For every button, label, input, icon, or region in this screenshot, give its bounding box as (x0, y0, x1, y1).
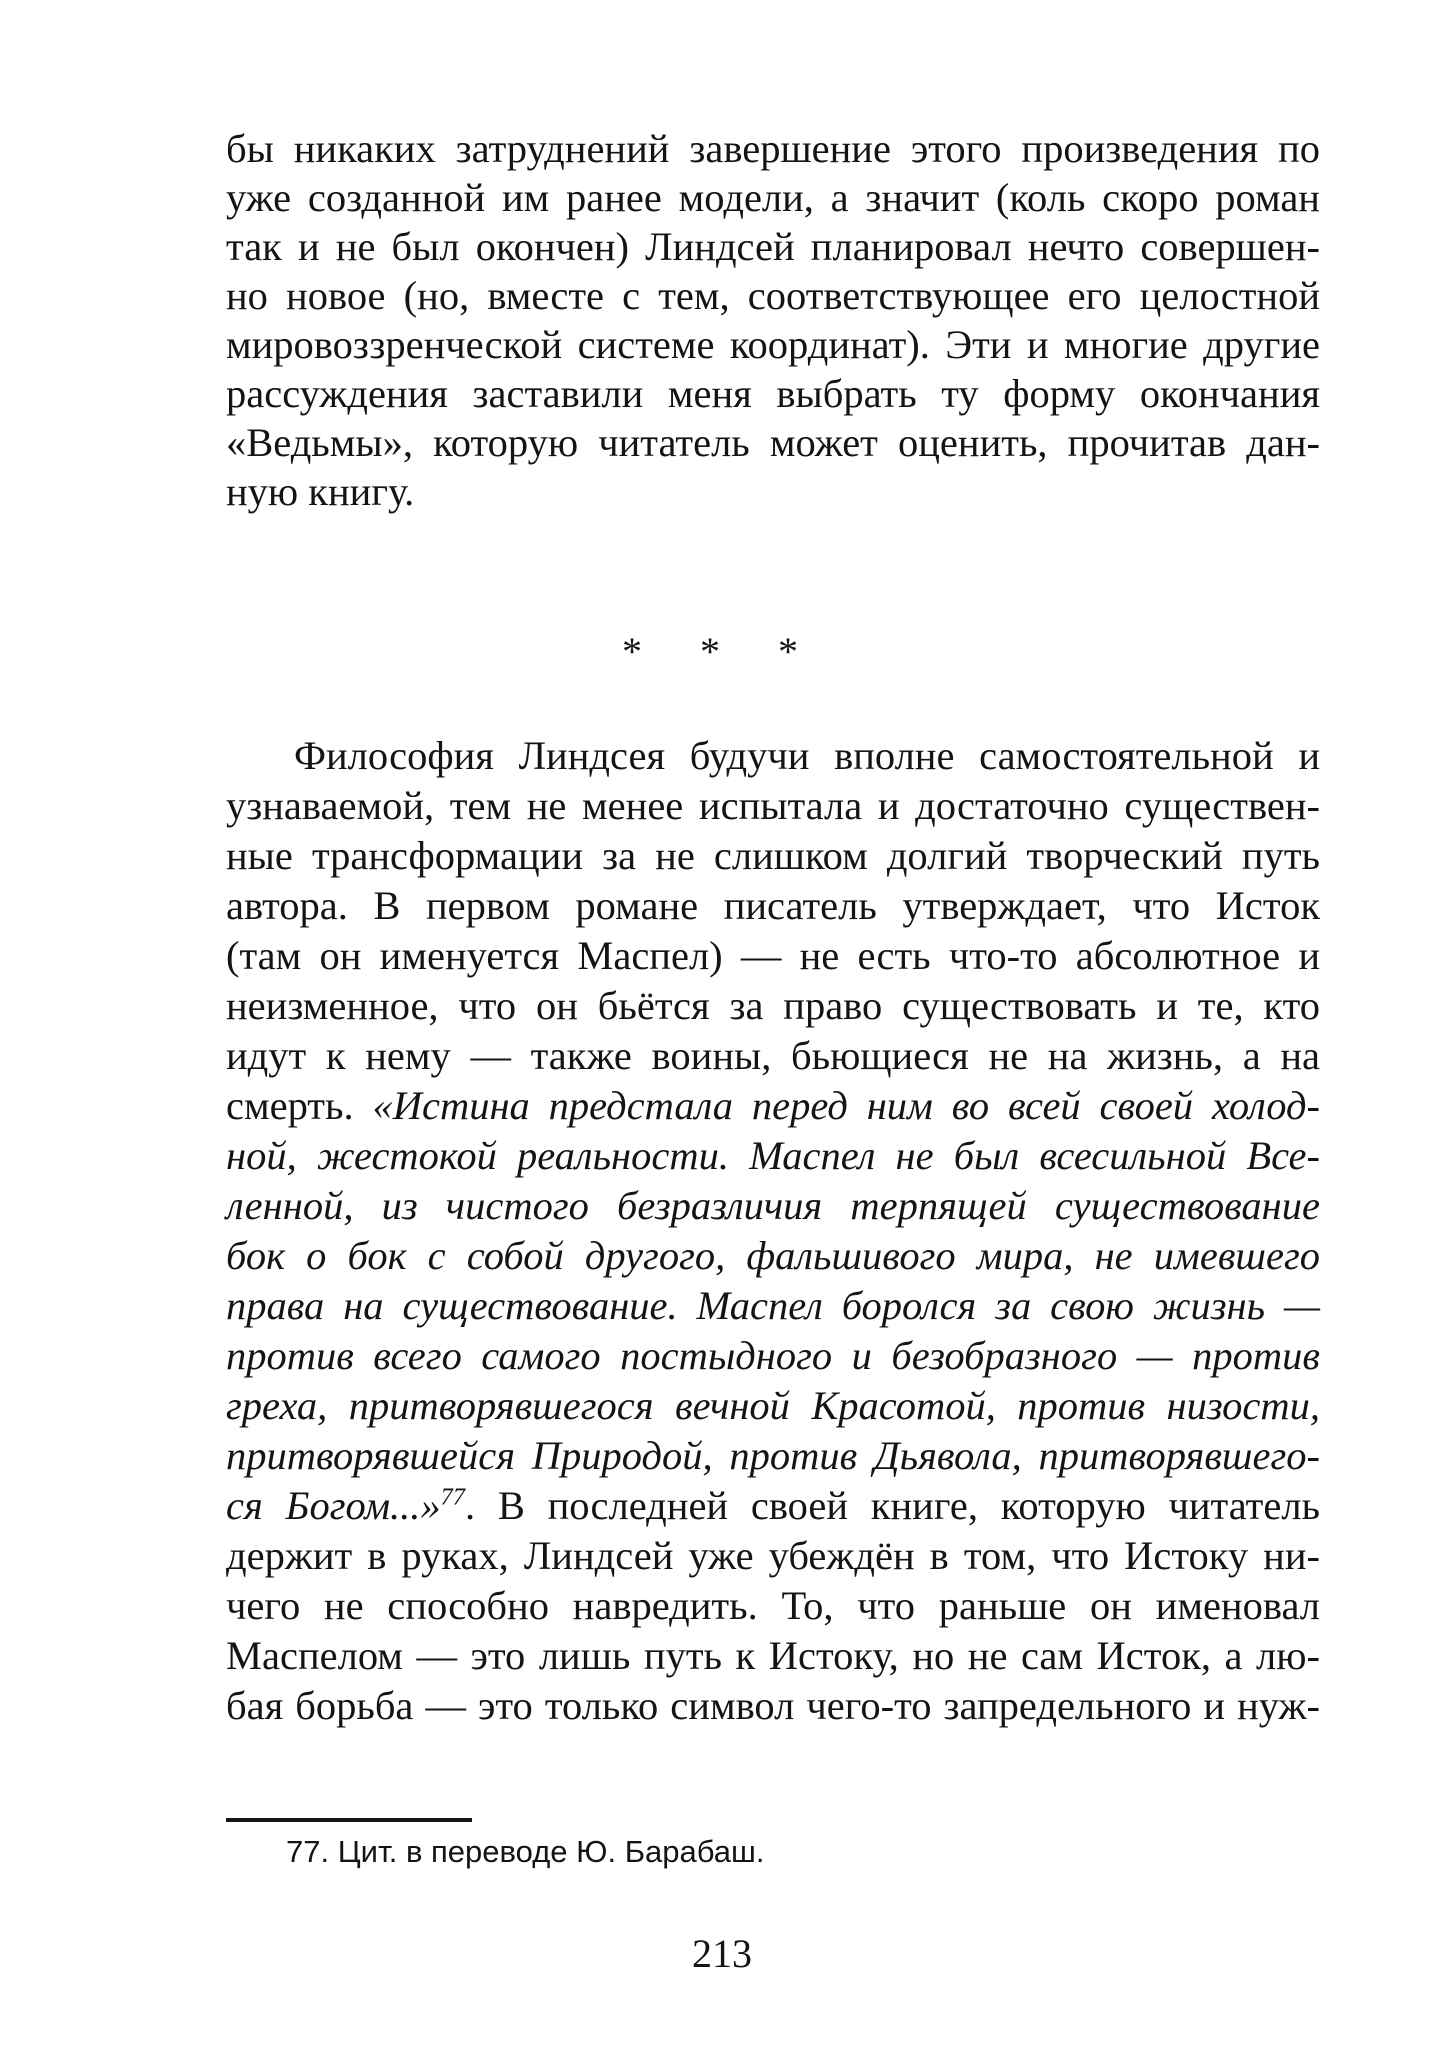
text-line: автора. В первом романе писатель утверждает, что Исток (226, 883, 1320, 928)
text-line: держит в руках, Линдсей уже убеждён в том, что Истоку ни- (226, 1533, 1320, 1578)
text-line: неизменное, что он бьётся за право существовать и те, кто (226, 983, 1320, 1028)
text-line: Философия Линдсея будучи вполне самостоятельной и (294, 733, 1320, 778)
text-line: бы никаких затруднений завершение этого произведения по (226, 126, 1320, 171)
text-line: но новое (но, вместе с тем, соответствующее его целостной (226, 273, 1320, 318)
footnote-divider (226, 1818, 472, 1822)
text-line: «Ведьмы», которую читатель может оценить, прочитав дан- (226, 420, 1320, 465)
text-line: идут к нему — также воины, бьющиеся не на жизнь, а на (226, 1033, 1320, 1078)
quote-line: греха, притворявшегося вечной Красотой, против низости, (226, 1383, 1320, 1428)
quote-line: права на существование. Маспел боролся за свою жизнь — (226, 1283, 1320, 1328)
text-line: уже созданной им ранее модели, а значит (коль скоро роман (226, 175, 1320, 220)
text-run: . В последней своей книге, которую читатель (464, 1483, 1320, 1528)
quote-text: «Истина предстала перед ним во всей своей холод- (372, 1083, 1320, 1128)
quote-intro: смерть. (226, 1083, 373, 1128)
text-line: (там он именуется Маспел) — не есть что-то абсолютное и (226, 933, 1320, 978)
quote-line: против всего самого постыдного и безобразного — против (226, 1333, 1320, 1378)
section-separator: * * * (622, 629, 822, 674)
text-line: рассуждения заставили меня выбрать ту форму окончания (226, 371, 1320, 416)
text-line: узнаваемой, тем не менее испытала и достаточно существен- (226, 783, 1320, 828)
text-line: ную книгу. (226, 469, 415, 514)
text-line: бая борьба — это только символ чего-то запредельного и нуж- (226, 1683, 1320, 1728)
quote-line: бок о бок с собой другого, фальшивого мира, не имевшего (226, 1233, 1320, 1278)
footnote: 77. Цит. в переводе Ю. Барабаш. (286, 1834, 765, 1869)
text-line (226, 1480, 1320, 1532)
page-number: 213 (692, 1931, 752, 1976)
text-line (226, 1080, 1320, 1132)
text-line: мировоззренческой системе координат). Эти и многие другие (226, 322, 1320, 367)
text-line: ные трансформации за не слишком долгий творческий путь (226, 833, 1320, 878)
footnote-reference: 77 (440, 1483, 465, 1511)
quote-line: ленной, из чистого безразличия терпящей существование (226, 1183, 1320, 1228)
quote-line: притворявшейся Природой, против Дьявола, притворявшего- (226, 1433, 1320, 1478)
quote-line: ной, жестокой реальности. Маспел не был всесильной Все- (226, 1133, 1320, 1178)
text-line: Маспелом — это лишь путь к Истоку, но не сам Исток, а лю- (226, 1633, 1320, 1678)
quote-text: ся Богом...» (226, 1483, 441, 1528)
text-line: чего не способно навредить. То, что раньше он именовал (226, 1583, 1320, 1628)
text-line: так и не был окончен) Линдсей планировал нечто совершен- (226, 224, 1320, 269)
